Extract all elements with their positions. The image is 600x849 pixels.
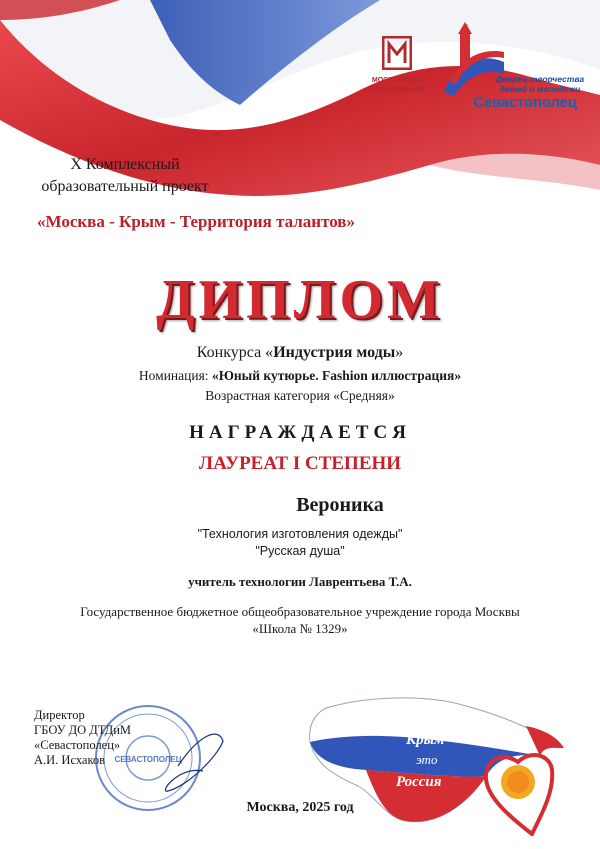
city-year: Москва, 2025 год <box>246 800 354 815</box>
signature-line2: ГБОУ ДО ДТДиМ <box>34 723 132 737</box>
diploma-heading: ДИПЛОМ <box>156 269 444 331</box>
project-line2: образовательный проект <box>41 178 209 195</box>
degree-label: ЛАУРЕАТ I СТЕПЕНИ <box>198 453 402 474</box>
palace-logo <box>436 22 586 112</box>
moscow-education-line2: ОБРАЗОВАНИЕ <box>370 87 424 94</box>
moscow-education-line1: МОСКОВСКОЕ <box>371 77 423 84</box>
contest-suffix: » <box>395 344 404 361</box>
signature-line4: А.И. Исхаков <box>34 753 106 767</box>
signature-line1: Директор <box>34 708 85 722</box>
moscow-education-icon <box>382 36 412 70</box>
organization-line2: «Школа № 1329» <box>252 621 348 636</box>
project-title: «Москва - Крым - Территория талантов» <box>37 212 355 231</box>
teacher-line: учитель технологии Лаврентьева Т.А. <box>188 574 412 589</box>
palace-line1: Дворец творчества <box>495 74 585 84</box>
crimea-line3: Россия <box>396 774 442 790</box>
nomination-prefix: Номинация: <box>138 368 212 383</box>
work-line1: "Технология изготовления одежды" <box>197 527 403 541</box>
recipient-name: Вероника <box>296 494 384 516</box>
contest-name: Индустрия моды <box>273 344 396 361</box>
work-line2: "Русская душа" <box>255 544 345 558</box>
signature-block <box>34 708 131 768</box>
contest-prefix: Конкурса « <box>196 344 274 361</box>
organization-line1: Государственное бюджетное общеобразовательное учреждение города Москвы <box>80 604 520 619</box>
palace-line2: детей и молодежи <box>499 84 581 94</box>
contest-line <box>0 344 600 362</box>
awarded-label: НАГРАЖДАЕТСЯ <box>189 422 411 443</box>
stamp-text: СЕВАСТОПОЛЕЦ <box>114 755 182 764</box>
moscow-education-logo <box>368 36 426 95</box>
nomination-line <box>0 368 600 384</box>
crimea-line1: Крым - <box>406 732 454 748</box>
signature-line3: «Севастополец» <box>34 738 121 752</box>
crimea-line2: это <box>416 752 438 767</box>
nomination-value: «Юный кутюрье. Fashion иллюстрация» <box>211 368 462 383</box>
palace-name: Севастополец <box>473 94 577 111</box>
age-category: Возрастная категория «Средняя» <box>205 388 395 403</box>
project-line1: X Комплексный <box>70 156 180 173</box>
